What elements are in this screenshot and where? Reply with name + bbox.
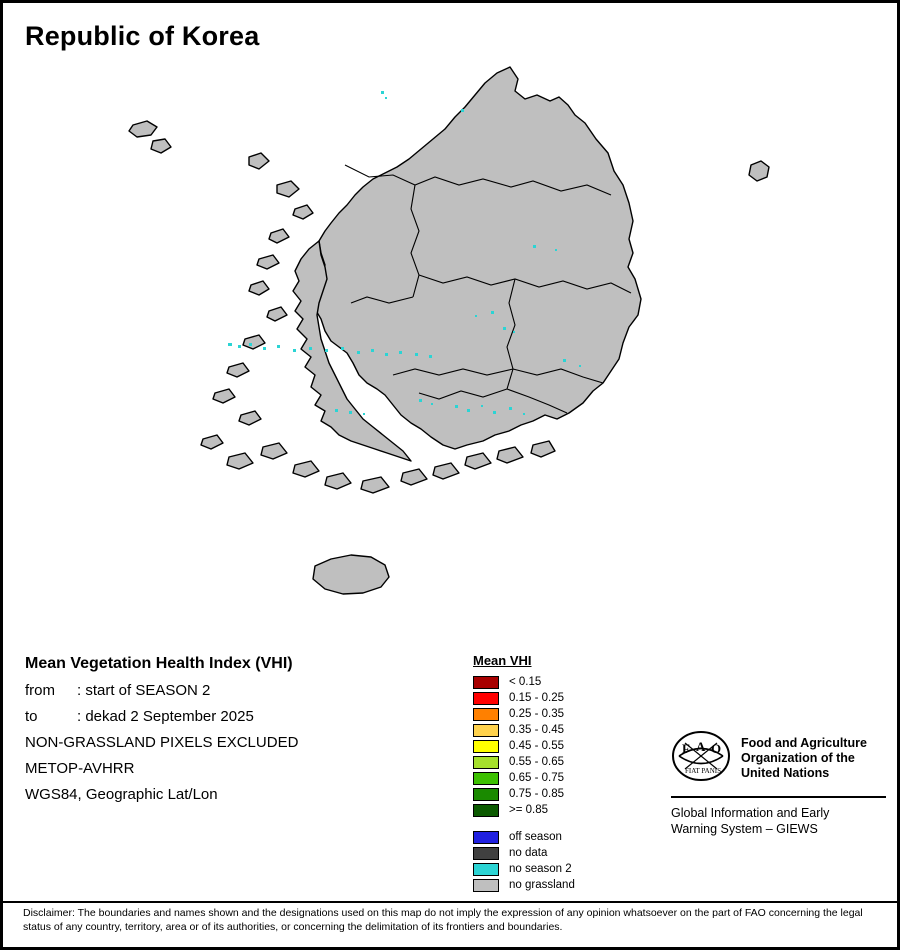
caption-to-row — [25, 708, 445, 725]
svg-text:FIAT PANIS: FIAT PANIS — [685, 767, 721, 775]
legend-label-class-2: 0.25 - 0.35 — [509, 708, 564, 720]
svg-text:F: F — [682, 741, 690, 756]
legend-item-no-season-2 — [473, 861, 653, 877]
west-islands-14 — [261, 443, 287, 459]
legend-item-class-5 — [473, 754, 653, 770]
west-islands-5 — [257, 255, 279, 269]
caption-title: Mean Vegetation Health Index (VHI) — [25, 655, 293, 672]
west-islands-7 — [267, 307, 287, 321]
legend-item-class-7 — [473, 786, 653, 802]
legend-swatch-class-4 — [473, 740, 499, 753]
fao-logo-row — [671, 729, 886, 788]
legend-item-class-2 — [473, 706, 653, 722]
south-islands-5 — [433, 463, 459, 479]
svg-text:O: O — [711, 741, 722, 756]
fao-name-line-2: Organization of the — [741, 750, 855, 765]
legend-item-no-data — [473, 845, 653, 861]
fao-name-line-3: United Nations — [741, 766, 830, 781]
giews-line-2: Warning System – GIEWS — [671, 822, 818, 836]
west-islands-11 — [239, 411, 261, 425]
south-islands-3 — [361, 477, 389, 493]
legend-item-class-4 — [473, 738, 653, 754]
west-islands-8 — [243, 335, 265, 349]
legend-swatch-no-season-2 — [473, 863, 499, 876]
legend-swatch-class-7 — [473, 788, 499, 801]
caption-from-key: from — [25, 682, 55, 699]
legend-label-off-season: off season — [509, 831, 562, 843]
legend-label-class-8: >= 0.85 — [509, 804, 549, 816]
south-islands-2 — [325, 473, 351, 489]
legend-label-no-season-2: no season 2 — [509, 863, 572, 875]
caption-from-row — [25, 682, 445, 699]
legend-item-no-grassland — [473, 877, 653, 893]
caption-from-value: : start of SEASON 2 — [77, 682, 211, 699]
south-islands-6 — [465, 453, 491, 469]
disclaimer-text: Disclaimer: The boundaries and names shown and the designations used on this map do not imply the expression of any opinion whatsoever on the part of FAO concerning the legal status of any country, territory, area or of its authorities, or concerning the delimitation of its frontiers and boundaries. — [23, 907, 863, 933]
legend-label-class-0: < 0.15 — [509, 676, 542, 688]
legend-item-class-8 — [473, 802, 653, 818]
baengnyeong-island — [129, 121, 157, 137]
legend-swatch-off-season — [473, 831, 499, 844]
legend-swatch-no-data — [473, 847, 499, 860]
caption-line-pixels: NON-GRASSLAND PIXELS EXCLUDED — [25, 734, 299, 751]
west-islands-12 — [201, 435, 223, 449]
disclaimer-divider — [3, 901, 897, 903]
map-legend — [473, 653, 653, 893]
svg-text:A: A — [696, 739, 706, 754]
fao-wheat-emblem-svg — [671, 729, 731, 783]
south-islands-1 — [293, 461, 319, 477]
west-islands-10 — [213, 389, 235, 403]
legend-item-class-0 — [473, 674, 653, 690]
legend-swatch-class-0 — [473, 676, 499, 689]
ulleungdo-island — [749, 161, 769, 181]
mainland-outline — [311, 67, 641, 449]
south-islands-8 — [531, 441, 555, 457]
legend-swatch-class-3 — [473, 724, 499, 737]
caption-to-value: : dekad 2 September 2025 — [77, 708, 254, 725]
jeju-island — [313, 555, 389, 594]
legend-label-class-5: 0.55 - 0.65 — [509, 756, 564, 768]
fao-organization-name — [741, 736, 867, 782]
legend-title: Mean VHI — [473, 653, 532, 668]
page-title: Republic of Korea — [25, 21, 260, 51]
west-islands-9 — [227, 363, 249, 377]
fao-branding — [671, 729, 886, 837]
legend-swatch-class-8 — [473, 804, 499, 817]
giews-line-1: Global Information and Early — [671, 806, 830, 820]
korea-map-svg — [63, 53, 843, 643]
west-islands-3 — [293, 205, 313, 219]
legend-spacer — [473, 818, 653, 829]
legend-item-class-6 — [473, 770, 653, 786]
legend-label-class-4: 0.45 - 0.55 — [509, 740, 564, 752]
legend-label-class-6: 0.65 - 0.75 — [509, 772, 564, 784]
west-islands-2 — [277, 181, 299, 197]
legend-item-off-season — [473, 829, 653, 845]
legend-swatch-class-1 — [473, 692, 499, 705]
legend-swatch-class-6 — [473, 772, 499, 785]
giews-subtitle — [671, 805, 886, 837]
legend-label-class-3: 0.35 - 0.45 — [509, 724, 564, 736]
caption-to-key: to — [25, 708, 38, 725]
west-islands-1 — [249, 153, 269, 169]
legend-label-no-grassland: no grassland — [509, 879, 575, 891]
legend-item-class-3 — [473, 722, 653, 738]
legend-label-class-7: 0.75 - 0.85 — [509, 788, 564, 800]
map-landmass — [129, 67, 769, 594]
south-islands-4 — [401, 469, 427, 485]
map-caption — [25, 655, 445, 812]
fao-emblem-icon — [671, 729, 731, 788]
legend-swatch-class-5 — [473, 756, 499, 769]
west-islands-13 — [227, 453, 253, 469]
daecheong-island — [151, 139, 171, 153]
fao-name-line-1: Food and Agriculture — [741, 735, 867, 750]
caption-line-sensor: METOP-AVHRR — [25, 760, 135, 777]
fao-divider — [671, 796, 886, 798]
legend-swatch-class-2 — [473, 708, 499, 721]
legend-label-no-data: no data — [509, 847, 548, 859]
caption-line-projection: WGS84, Geographic Lat/Lon — [25, 786, 218, 803]
west-islands-4 — [269, 229, 289, 243]
west-islands-6 — [249, 281, 269, 295]
legend-label-class-1: 0.15 - 0.25 — [509, 692, 564, 704]
legend-swatch-no-grassland — [473, 879, 499, 892]
south-islands-7 — [497, 447, 523, 463]
legend-item-class-1 — [473, 690, 653, 706]
map-canvas — [63, 53, 843, 643]
